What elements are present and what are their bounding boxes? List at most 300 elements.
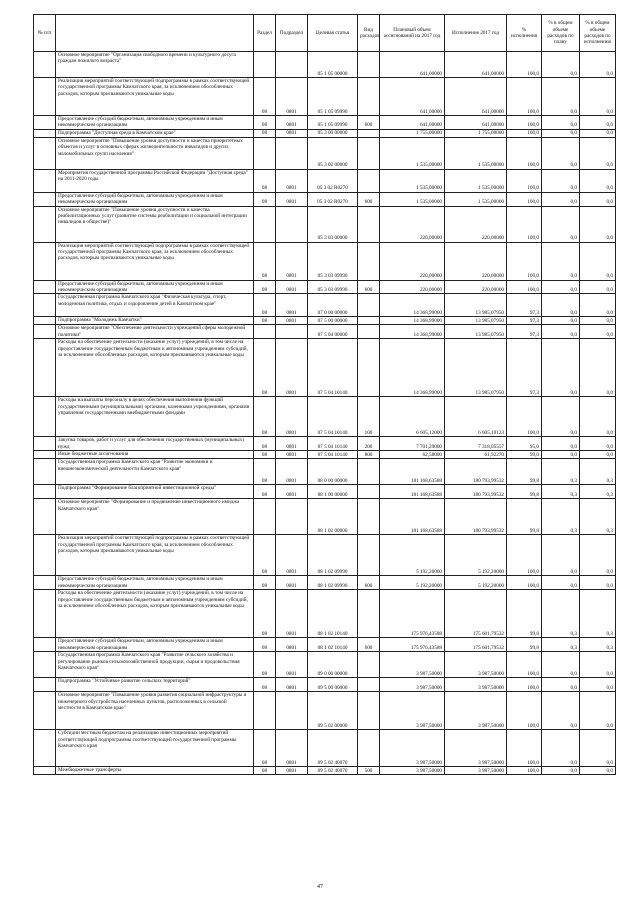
row-target-article: 05 3 03 09990 <box>308 242 358 280</box>
row-number <box>34 129 56 137</box>
row-name: Основное мероприятие "Повышение уровня доступности и качества приоритетных объектов и услуг в основных сферах жизнедеятельности инвалидов и других маломобильных групп населения" <box>56 137 254 169</box>
row-plan-amount: 220,00000 <box>380 280 445 294</box>
row-actual-amount: 13 985,07950 <box>445 317 507 325</box>
row-plan-amount: 5 192,20000 <box>380 576 445 590</box>
row-share-actual: 0,0 <box>580 192 616 206</box>
row-expense-type <box>358 692 380 730</box>
column-header: % в общем объеме расходов по плану <box>542 15 580 52</box>
row-share-plan: 0,0 <box>542 280 580 294</box>
row-target-article: 07 5 04 10140 <box>308 397 358 437</box>
row-actual-amount: 7 318,05557 <box>445 437 507 451</box>
row-name: Мероприятия государственной программы Российской Федерации "Доступная среда" на 2011-2020 годы <box>56 169 254 192</box>
row-name: Подпрограмма "Формирование благоприятной инвестиционной среды" <box>56 485 254 499</box>
row-target-article: 08 1 02 10140 <box>308 638 358 652</box>
row-share-actual: 0,0 <box>580 437 616 451</box>
row-actual-amount: 175 601,79532 <box>445 638 507 652</box>
row-actual-amount: 13 985,07950 <box>445 325 507 339</box>
row-share-actual: 0,0 <box>580 78 616 116</box>
column-header: Вид расходов <box>358 15 380 52</box>
row-share-plan: 0,0 <box>542 294 580 317</box>
row-section <box>254 325 276 339</box>
row-execution-percent: 99,8 <box>507 459 542 485</box>
row-plan-amount: 5 192,20000 <box>380 535 445 576</box>
row-subsection: 0801 <box>276 437 308 451</box>
table-row <box>34 317 616 325</box>
row-name: Основное мероприятие "Обеспечение деятельности учреждений сферы молодежной политики" <box>56 325 254 339</box>
row-plan-amount: 181 168,63588 <box>380 499 445 535</box>
row-number <box>34 535 56 576</box>
row-number <box>34 459 56 485</box>
row-section: 08 <box>254 294 276 317</box>
row-number <box>34 730 56 767</box>
row-expense-type: 500 <box>358 767 380 775</box>
row-plan-amount: 1 755,00000 <box>380 129 445 137</box>
row-execution-percent: 100,0 <box>507 169 542 192</box>
row-share-plan: 0,0 <box>542 169 580 192</box>
row-share-actual: 0,0 <box>580 339 616 397</box>
row-number <box>34 242 56 280</box>
table-row <box>34 294 616 317</box>
table-row <box>34 280 616 294</box>
row-target-article: 07 0 00 00000 <box>308 294 358 317</box>
row-execution-percent: 99,8 <box>507 590 542 638</box>
row-share-actual: 0,3 <box>580 499 616 535</box>
row-subsection: 0801 <box>276 652 308 678</box>
row-share-plan: 0,0 <box>542 325 580 339</box>
row-execution-percent: 100,0 <box>507 137 542 169</box>
row-name: Государственная программа Камчатского края "Физическая культура, спорт, молодежная политика, отдых и оздоровление детей в Камчатском крае" <box>56 294 254 317</box>
row-name: Государственная программа Камчатского края "Развитие сельского хозяйства и регулирование рынков сельскохозяйственной продукции, сырья и продовольствия Камчатского края" <box>56 652 254 678</box>
row-subsection <box>276 137 308 169</box>
row-expense-type <box>358 459 380 485</box>
row-expense-type <box>358 325 380 339</box>
row-plan-amount: 3 987,50000 <box>380 678 445 692</box>
row-plan-amount: 220,00000 <box>380 242 445 280</box>
row-target-article: 05 3 02 R0270 <box>308 192 358 206</box>
row-expense-type <box>358 242 380 280</box>
row-actual-amount: 5 192,20000 <box>445 576 507 590</box>
row-plan-amount: 3 987,50000 <box>380 652 445 678</box>
row-actual-amount: 641,00000 <box>445 78 507 116</box>
row-section: 08 <box>254 485 276 499</box>
row-name: Реализация мероприятий соответствующей подпрограммы в рамках соответствующей государственной программы Камчатского края, за исключением обособленных расходов, которым присваиваются уникальные коды <box>56 535 254 576</box>
row-section: 08 <box>254 192 276 206</box>
row-expense-type: 600 <box>358 116 380 130</box>
row-actual-amount: 1 535,00000 <box>445 169 507 192</box>
row-expense-type <box>358 129 380 137</box>
row-share-actual: 0,3 <box>580 590 616 638</box>
row-name: Государственная программа Камчатского края "Развитие экономики и внешнеэкономической деятельности Камчатского края" <box>56 459 254 485</box>
row-actual-amount: 5 192,20000 <box>445 535 507 576</box>
row-actual-amount: 1 535,00000 <box>445 137 507 169</box>
row-share-plan: 0,0 <box>542 206 580 242</box>
row-subsection: 0801 <box>276 730 308 767</box>
row-section: 08 <box>254 116 276 130</box>
row-execution-percent: 100,0 <box>507 730 542 767</box>
row-share-actual: 0,0 <box>580 242 616 280</box>
row-target-article: 05 1 05 00000 <box>308 52 358 78</box>
row-name: Предоставление субсидий бюджетным, автономным учреждениям и иным некоммерческим организациям <box>56 280 254 294</box>
row-target-article: 08 1 02 00000 <box>308 499 358 535</box>
row-subsection: 0801 <box>276 638 308 652</box>
row-share-plan: 0,0 <box>542 192 580 206</box>
row-section: 08 <box>254 652 276 678</box>
table-header-row <box>34 15 616 52</box>
row-share-actual: 0,0 <box>580 280 616 294</box>
row-number <box>34 638 56 652</box>
row-execution-percent: 99,8 <box>507 499 542 535</box>
table-row <box>34 137 616 169</box>
column-header: Плановый объем ассигнований на 2017 год <box>380 15 445 52</box>
table-row <box>34 459 616 485</box>
row-number <box>34 339 56 397</box>
table-row <box>34 129 616 137</box>
row-plan-amount: 14 368,99000 <box>380 339 445 397</box>
table-row <box>34 325 616 339</box>
row-subsection: 0801 <box>276 397 308 437</box>
row-subsection: 0801 <box>276 451 308 459</box>
row-actual-amount: 180 793,99532 <box>445 459 507 485</box>
row-share-actual: 0,0 <box>580 206 616 242</box>
row-section <box>254 692 276 730</box>
row-actual-amount: 1 535,00000 <box>445 192 507 206</box>
row-share-plan: 0,3 <box>542 459 580 485</box>
row-plan-amount: 3 987,50000 <box>380 767 445 775</box>
row-name: Межбюджетные трансферты <box>56 767 254 775</box>
row-plan-amount: 3 987,50000 <box>380 692 445 730</box>
row-section: 08 <box>254 459 276 485</box>
row-execution-percent: 100,0 <box>507 535 542 576</box>
table-row <box>34 678 616 692</box>
row-execution-percent: 100,0 <box>507 678 542 692</box>
row-execution-percent: 100,0 <box>507 767 542 775</box>
row-subsection: 0801 <box>276 767 308 775</box>
row-target-article: 07 5 04 10140 <box>308 437 358 451</box>
row-actual-amount: 13 985,07950 <box>445 339 507 397</box>
row-share-plan: 0,3 <box>542 499 580 535</box>
row-name: Подпрограмма "Доступная среда в Камчатском крае" <box>56 129 254 137</box>
row-share-actual: 0,0 <box>580 116 616 130</box>
row-number <box>34 576 56 590</box>
row-share-plan: 0,0 <box>542 78 580 116</box>
row-target-article: 09 5 02 40070 <box>308 730 358 767</box>
row-execution-percent: 97,3 <box>507 339 542 397</box>
row-plan-amount: 220,00000 <box>380 206 445 242</box>
row-expense-type <box>358 535 380 576</box>
row-expense-type: 600 <box>358 638 380 652</box>
row-subsection: 0801 <box>276 485 308 499</box>
row-expense-type <box>358 52 380 78</box>
page-number: 47 <box>317 884 323 890</box>
row-section: 08 <box>254 280 276 294</box>
row-expense-type <box>358 339 380 397</box>
row-share-actual: 0,0 <box>580 169 616 192</box>
row-share-plan: 0,0 <box>542 678 580 692</box>
row-share-plan: 0,3 <box>542 485 580 499</box>
row-share-actual: 0,0 <box>580 730 616 767</box>
row-section: 08 <box>254 576 276 590</box>
row-subsection <box>276 692 308 730</box>
row-execution-percent: 100,0 <box>507 78 542 116</box>
row-expense-type: 800 <box>358 451 380 459</box>
row-section: 08 <box>254 317 276 325</box>
row-name: Иные бюджетные ассигнования <box>56 451 254 459</box>
row-name: Расходы на обеспечение деятельности (оказание услуг) учреждений, в том числе на предоставление государственным бюджетным и автономным учреждениям субсидий, за исключением обособленных расходов, которым присваиваются уникальные коды <box>56 339 254 397</box>
row-share-actual: 0,0 <box>580 692 616 730</box>
row-number <box>34 294 56 317</box>
row-share-actual: 0,0 <box>580 652 616 678</box>
row-name: Подпрограмма "Устойчивое развитие сельских территорий" <box>56 678 254 692</box>
row-section: 08 <box>254 437 276 451</box>
table-row <box>34 692 616 730</box>
row-actual-amount: 641,00000 <box>445 52 507 78</box>
row-subsection: 0801 <box>276 459 308 485</box>
row-expense-type: 600 <box>358 192 380 206</box>
row-target-article: 08 1 02 10140 <box>308 590 358 638</box>
row-target-article: 09 5 02 40070 <box>308 767 358 775</box>
row-plan-amount: 641,00000 <box>380 78 445 116</box>
row-execution-percent: 100,0 <box>507 280 542 294</box>
row-section: 08 <box>254 767 276 775</box>
row-section <box>254 52 276 78</box>
row-expense-type: 600 <box>358 280 380 294</box>
row-section: 08 <box>254 129 276 137</box>
row-number <box>34 451 56 459</box>
row-execution-percent: 100,0 <box>507 206 542 242</box>
row-share-actual: 0,0 <box>580 767 616 775</box>
row-plan-amount: 1 535,00000 <box>380 169 445 192</box>
row-expense-type <box>358 485 380 499</box>
row-actual-amount: 220,00000 <box>445 242 507 280</box>
row-target-article: 08 1 02 09990 <box>308 576 358 590</box>
table-row <box>34 499 616 535</box>
row-plan-amount: 175 976,43588 <box>380 590 445 638</box>
row-number <box>34 397 56 437</box>
row-execution-percent: 100,0 <box>507 397 542 437</box>
row-actual-amount: 1 755,00000 <box>445 129 507 137</box>
row-plan-amount: 62,58000 <box>380 451 445 459</box>
table-row <box>34 485 616 499</box>
row-section: 08 <box>254 169 276 192</box>
row-subsection: 0801 <box>276 339 308 397</box>
row-actual-amount: 180 793,99532 <box>445 499 507 535</box>
row-plan-amount: 14 368,99000 <box>380 325 445 339</box>
row-subsection: 0801 <box>276 678 308 692</box>
row-target-article: 05 3 03 09990 <box>308 280 358 294</box>
row-name: Основное мероприятие "Формирование и продвижение инвестиционного имиджа Камчатского края" <box>56 499 254 535</box>
row-subsection: 0801 <box>276 78 308 116</box>
row-target-article: 05 1 05 09990 <box>308 78 358 116</box>
table-row <box>34 767 616 775</box>
row-target-article: 09 0 00 00000 <box>308 652 358 678</box>
row-subsection: 0801 <box>276 535 308 576</box>
row-number <box>34 317 56 325</box>
row-actual-amount: 3 987,50000 <box>445 730 507 767</box>
row-actual-amount: 3 987,50000 <box>445 678 507 692</box>
row-subsection <box>276 499 308 535</box>
table-row <box>34 78 616 116</box>
table-row <box>34 652 616 678</box>
row-name: Закупка товаров, работ и услуг для обеспечения государственных (муниципальных) нужд <box>56 437 254 451</box>
budget-execution-table <box>33 14 616 775</box>
row-actual-amount: 180 793,99532 <box>445 485 507 499</box>
row-execution-percent: 100,0 <box>507 52 542 78</box>
table-row <box>34 52 616 78</box>
row-subsection: 0801 <box>276 169 308 192</box>
column-header: Подраздел <box>276 15 308 52</box>
row-expense-type <box>358 294 380 317</box>
row-name: Основное мероприятие "Организация свободного времени и культурного досуга граждан пожилого возраста" <box>56 52 254 78</box>
row-section: 08 <box>254 730 276 767</box>
row-share-actual: 0,0 <box>580 294 616 317</box>
row-section <box>254 499 276 535</box>
row-number <box>34 169 56 192</box>
row-section: 08 <box>254 638 276 652</box>
table-row <box>34 397 616 437</box>
row-expense-type: 200 <box>358 437 380 451</box>
row-share-plan: 0,0 <box>542 137 580 169</box>
row-section: 08 <box>254 590 276 638</box>
column-header-name <box>56 15 254 52</box>
row-expense-type <box>358 317 380 325</box>
row-name: Основное мероприятие "Повышение уровня развития социальной инфраструктуры и инженерного обустройства населенных пунктов, расположенных в сельской местности в Камчатском крае" <box>56 692 254 730</box>
row-target-article: 07 5 00 00000 <box>308 317 358 325</box>
row-number <box>34 652 56 678</box>
row-execution-percent: 99,8 <box>507 638 542 652</box>
row-plan-amount: 1 535,00000 <box>380 192 445 206</box>
row-execution-percent: 100,0 <box>507 129 542 137</box>
row-execution-percent: 100,0 <box>507 242 542 280</box>
row-section: 08 <box>254 678 276 692</box>
row-plan-amount: 14 368,99000 <box>380 317 445 325</box>
column-header: Раздел <box>254 15 276 52</box>
row-subsection: 0801 <box>276 294 308 317</box>
table-row <box>34 339 616 397</box>
row-subsection: 0801 <box>276 116 308 130</box>
row-plan-amount: 181 168,63588 <box>380 459 445 485</box>
row-section: 08 <box>254 242 276 280</box>
row-number <box>34 678 56 692</box>
row-number <box>34 485 56 499</box>
row-share-actual: 0,0 <box>580 678 616 692</box>
row-target-article: 07 5 04 10140 <box>308 339 358 397</box>
column-header: % в общем объеме расходов по исполнению <box>580 15 616 52</box>
row-name: Реализация мероприятий соответствующей подпрограммы в рамках соответствующей государственной программы Камчатского края, за исключением обособленных расходов, которым присваиваются уникальные коды <box>56 78 254 116</box>
column-header: Исполнение 2017 год <box>445 15 507 52</box>
row-actual-amount: 6 605,10123 <box>445 397 507 437</box>
row-share-plan: 0,0 <box>542 576 580 590</box>
row-expense-type <box>358 499 380 535</box>
row-expense-type <box>358 78 380 116</box>
row-number <box>34 590 56 638</box>
row-actual-amount: 3 987,50000 <box>445 692 507 730</box>
row-execution-percent: 100,0 <box>507 116 542 130</box>
row-name: Подпрограмма "Молодежь Камчатки" <box>56 317 254 325</box>
row-plan-amount: 3 987,50000 <box>380 730 445 767</box>
row-target-article: 05 3 02 00000 <box>308 137 358 169</box>
row-section: 08 <box>254 397 276 437</box>
row-actual-amount: 641,00000 <box>445 116 507 130</box>
row-number <box>34 192 56 206</box>
row-share-actual: 0,3 <box>580 459 616 485</box>
row-subsection <box>276 52 308 78</box>
row-name: Расходы на выплаты персоналу в целях обеспечения выполнения функций государственными (муниципальными) органами, казенными учреждениями, органами управления государственными внебюджетными фондами <box>56 397 254 437</box>
row-number <box>34 499 56 535</box>
table-row <box>34 576 616 590</box>
row-share-plan: 0,0 <box>542 437 580 451</box>
row-share-actual: 0,3 <box>580 485 616 499</box>
row-name: Предоставление субсидий бюджетным, автономным учреждениям и иным некоммерческим организациям <box>56 638 254 652</box>
row-plan-amount: 14 368,99000 <box>380 294 445 317</box>
row-target-article: 07 5 04 00000 <box>308 325 358 339</box>
row-section: 08 <box>254 78 276 116</box>
table-row <box>34 206 616 242</box>
row-share-plan: 0,0 <box>542 129 580 137</box>
row-share-actual: 0,0 <box>580 317 616 325</box>
table-row <box>34 535 616 576</box>
row-share-plan: 0,0 <box>542 767 580 775</box>
row-subsection: 0801 <box>276 280 308 294</box>
table-row <box>34 590 616 638</box>
row-share-actual: 0,0 <box>580 52 616 78</box>
table-row <box>34 169 616 192</box>
row-share-actual: 0,0 <box>580 325 616 339</box>
table-row <box>34 451 616 459</box>
row-expense-type <box>358 590 380 638</box>
row-share-actual: 0,0 <box>580 129 616 137</box>
row-name: Предоставление субсидий бюджетным, автономным учреждениям и иным некоммерческим организациям <box>56 576 254 590</box>
row-section <box>254 206 276 242</box>
row-target-article: 08 1 02 09990 <box>308 535 358 576</box>
row-subsection: 0801 <box>276 192 308 206</box>
column-header: % исполнения <box>507 15 542 52</box>
row-share-plan: 0,0 <box>542 242 580 280</box>
row-share-plan: 0,0 <box>542 535 580 576</box>
row-plan-amount: 1 535,00000 <box>380 137 445 169</box>
row-expense-type <box>358 206 380 242</box>
row-share-plan: 0,0 <box>542 451 580 459</box>
row-share-plan: 0,0 <box>542 116 580 130</box>
row-target-article: 08 0 00 00000 <box>308 459 358 485</box>
row-subsection: 0801 <box>276 590 308 638</box>
row-execution-percent: 100,0 <box>507 192 542 206</box>
row-target-article: 05 3 02 R0270 <box>308 169 358 192</box>
row-subsection <box>276 325 308 339</box>
table-row <box>34 437 616 451</box>
row-share-actual: 0,3 <box>580 638 616 652</box>
table-row <box>34 730 616 767</box>
row-number <box>34 78 56 116</box>
row-share-plan: 0,0 <box>542 52 580 78</box>
row-expense-type: 100 <box>358 397 380 437</box>
row-target-article: 08 1 00 00000 <box>308 485 358 499</box>
row-name: Предоставление субсидий бюджетным, автономным учреждениям и иным некоммерческим организациям <box>56 116 254 130</box>
row-subsection <box>276 206 308 242</box>
row-share-plan: 0,0 <box>542 692 580 730</box>
row-actual-amount: 220,00000 <box>445 206 507 242</box>
row-name: Расходы на обеспечение деятельности (оказание услуг) учреждений, в том числе на предоставление государственным бюджетным и автономным учреждениям субсидий, за исключением обособленных расходов, которым присваиваются уникальные коды <box>56 590 254 638</box>
row-subsection: 0801 <box>276 576 308 590</box>
row-expense-type: 600 <box>358 576 380 590</box>
row-execution-percent: 100,0 <box>507 692 542 730</box>
row-number <box>34 137 56 169</box>
table-row <box>34 192 616 206</box>
row-actual-amount: 3 987,50000 <box>445 652 507 678</box>
column-header: № п/п <box>34 15 56 52</box>
row-share-plan: 0,0 <box>542 652 580 678</box>
row-actual-amount: 61,92270 <box>445 451 507 459</box>
row-actual-amount: 3 987,50000 <box>445 767 507 775</box>
